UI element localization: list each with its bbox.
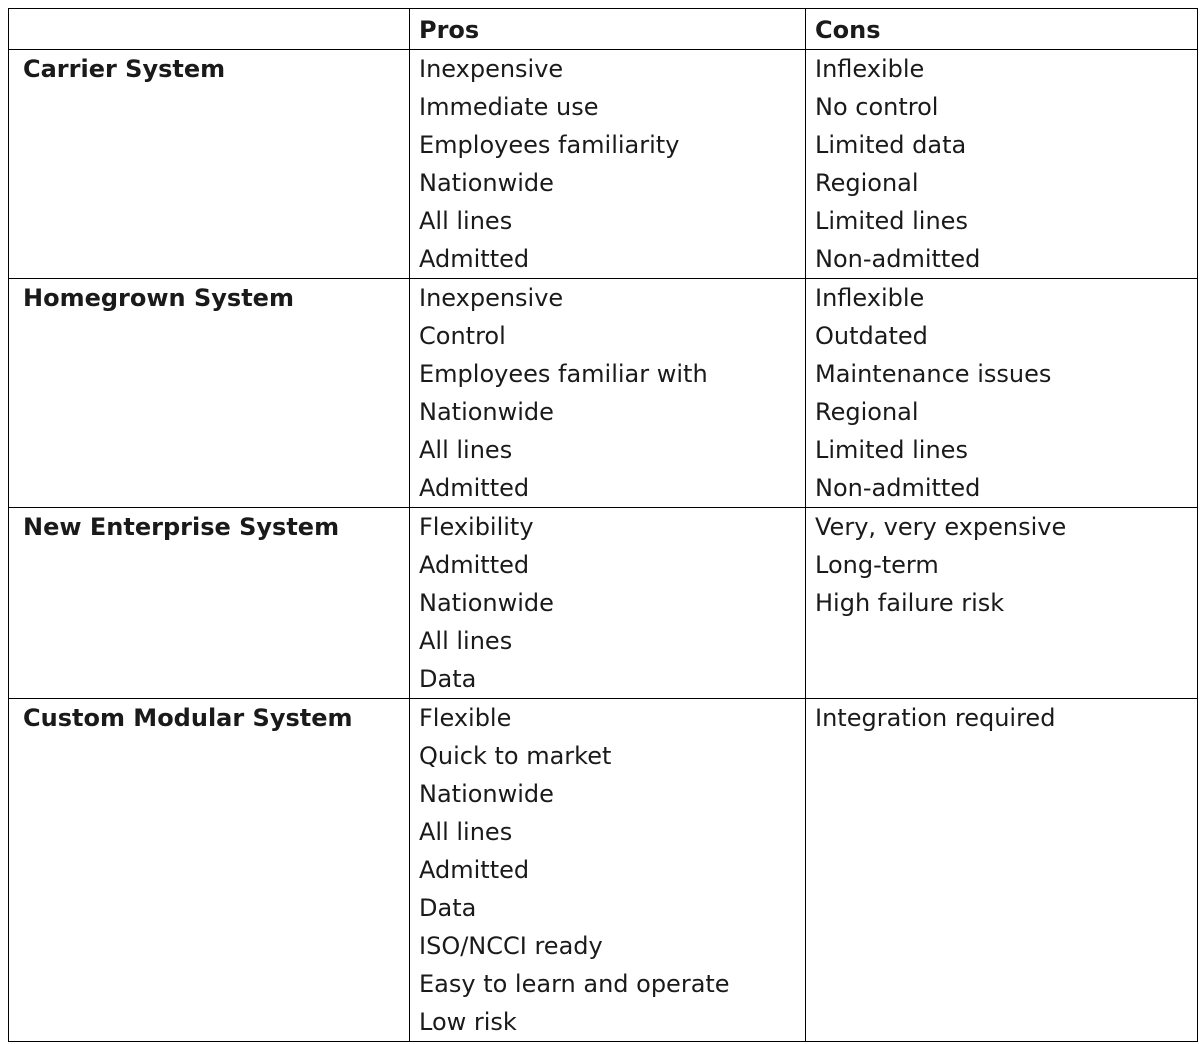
pro-item: Admitted [419,474,530,502]
cons-cell [806,50,1198,279]
con-item: Non-admitted [815,245,981,273]
pro-item: Nationwide [419,398,554,426]
header-pros: Pros [410,9,806,50]
pro-item: ISO/NCCI ready [419,932,603,960]
pro-item: Flexible [419,704,512,732]
table-row [9,699,1198,1042]
pro-item: Employees familiarity [419,131,680,159]
pro-item: Inexpensive [419,284,564,312]
pro-item: Nationwide [419,169,554,197]
pros-list [419,50,805,278]
con-item: Limited lines [815,436,968,464]
pro-item: Low risk [419,1008,517,1036]
pro-item: Admitted [419,856,530,884]
cons-cell [806,279,1198,508]
header-cons: Cons [806,9,1198,50]
pros-cell [410,50,806,279]
pro-item: All lines [419,436,513,464]
system-name: Carrier System [9,50,410,279]
con-item: Limited data [815,131,967,159]
con-item: Outdated [815,322,928,350]
con-item: Inflexible [815,284,925,312]
header-system [9,9,410,50]
pros-cell [410,279,806,508]
pros-list [419,279,805,507]
cons-list [815,50,1197,278]
pro-item: Data [419,665,477,693]
cons-cell [806,699,1198,1042]
pro-item: Easy to learn and operate [419,970,730,998]
pro-item: All lines [419,818,513,846]
pro-item: Quick to market [419,742,612,770]
con-item: Inflexible [815,55,925,83]
pros-cell [410,508,806,699]
pro-item: Nationwide [419,780,554,808]
con-item: Non-admitted [815,474,981,502]
pro-item: Inexpensive [419,55,564,83]
header-row [9,9,1198,50]
system-name: New Enterprise System [9,508,410,699]
pro-item: All lines [419,627,513,655]
con-item: Limited lines [815,207,968,235]
pro-item: All lines [419,207,513,235]
system-name: Custom Modular System [9,699,410,1042]
pro-item: Admitted [419,551,530,579]
cons-list [815,279,1197,507]
con-item: No control [815,93,939,121]
pro-item: Data [419,894,477,922]
con-item: Very, very expensive [815,513,1067,541]
con-item: Long-term [815,551,939,579]
cons-list [815,508,1197,622]
cons-cell [806,508,1198,699]
pro-item: Control [419,322,506,350]
pros-list [419,508,805,698]
table-row [9,279,1198,508]
pro-item: Nationwide [419,589,554,617]
pro-item: Employees familiar with [419,360,708,388]
pros-cons-table [8,8,1198,1042]
pros-cell [410,699,806,1042]
con-item: Maintenance issues [815,360,1052,388]
con-item: Regional [815,398,919,426]
system-name: Homegrown System [9,279,410,508]
pro-item: Admitted [419,245,530,273]
cons-list [815,699,1197,737]
table-row [9,508,1198,699]
pros-list [419,699,805,1041]
pro-item: Immediate use [419,93,599,121]
con-item: High failure risk [815,589,1005,617]
table-row [9,50,1198,279]
pro-item: Flexibility [419,513,534,541]
con-item: Integration required [815,704,1056,732]
con-item: Regional [815,169,919,197]
